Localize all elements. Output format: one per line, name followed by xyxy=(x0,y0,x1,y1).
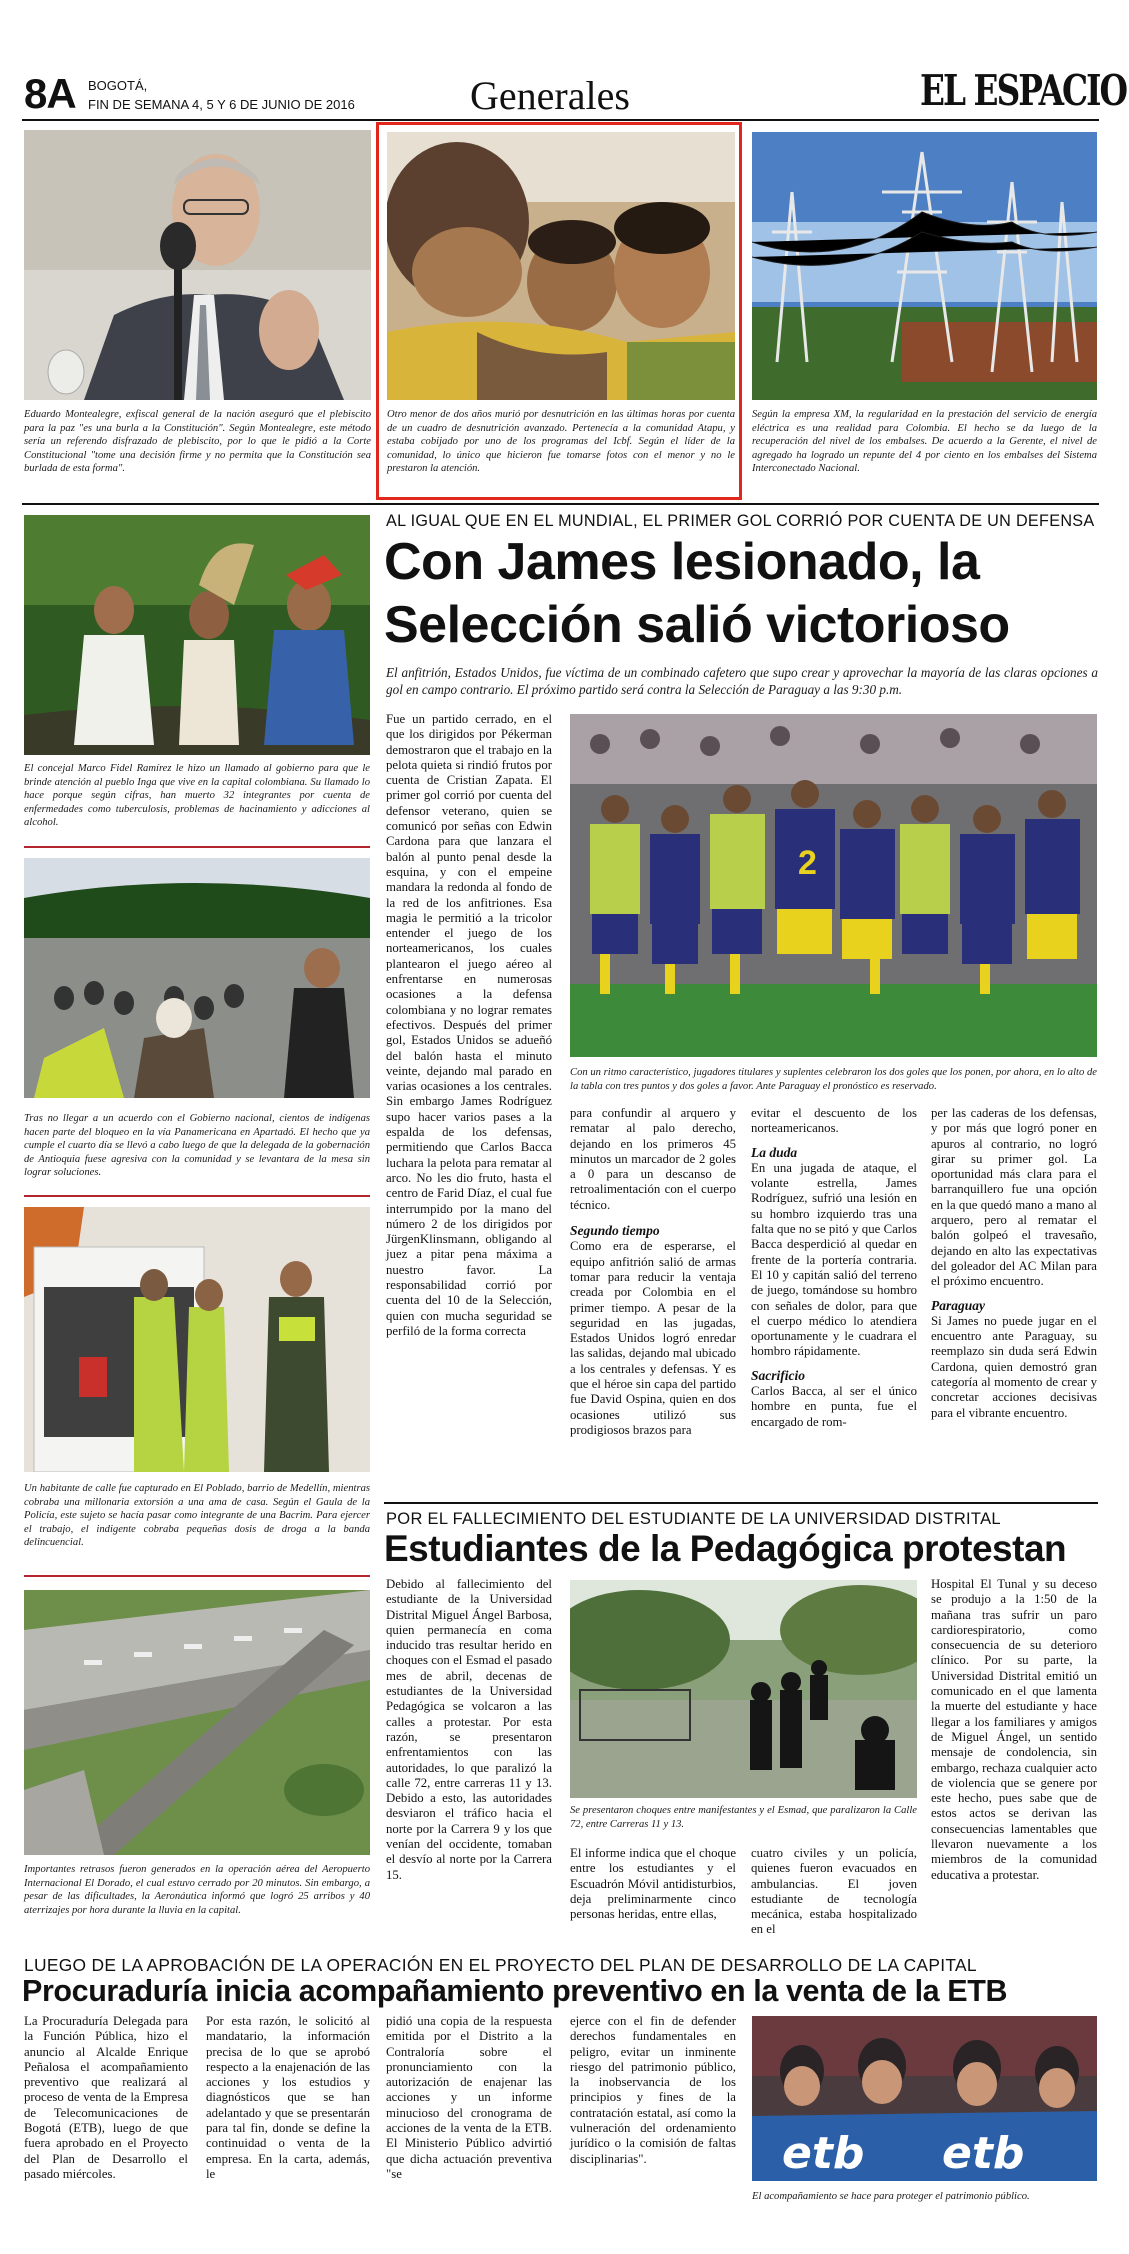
james-column-4 xyxy=(931,1106,1097,1421)
photo-montealegre xyxy=(24,130,371,400)
james-column-1: Fue un partido cerrado, en el que los dirigidos por Pékerman demostraron que el trabajo en la pelota quieta si rindió frutos por cuenta de Cristian Zapata. El primer gol corrió por cuenta del defensor veterano, quien se comunicó por señas con Edwin Cardona para que lanzara el balón al punto penal desde la esquina, y con el empeine mandara la redonda al fondo de la red de los anfitriones. Esa magia le permitió a la tricolor entender el juego de los norteamericanos, los cuales plantearon el juego aéreo al enfrentarse en numerosas ocasiones a la defensa colombiana y no lograr remates efectivos. Después del primer gol, Estados Unidos se adueñó del balón hasta el minuto veinte, dejando mal parado en varias ocasiones a los centrales. Sin embargo James Rodríguez supo hacer varios pases a la espalda de los defensas, permitiendo que Carlos Bacca luchara la pelota para rematar al arco. No les dio fruto, hasta el centro de Farid Díaz, el cual fue interrumpido por la mano del número 2 de los dirigidos por JürgenKlinsmann, obligando al juez a pitar pena máxima a nuestro favor. La responsabilidad corrió por cuenta del 10 de la Selección, quien con mucha seguridad se perfiló de la forma correcta xyxy=(386,712,552,1338)
photo-energia xyxy=(752,132,1097,400)
photo-protesta xyxy=(570,1580,917,1798)
caption-ninos: Otro menor de dos años murió por desnutrición en las últimas horas por cuenta de un cuadro de desnutrición avanzado. Pertenecía a la comunidad Atapu, y estaba cobijado por uno de los programas del Icbf. Según el líder de la comunidad, lo único que hicieron fue tomarse fotos con el menor y no le prestaron la atención. xyxy=(387,409,735,475)
caption-habitante: Un habitante de calle fue capturado en El Poblado, barrio de Medellín, mientras cobraba una millonaria extorsión a una ama de casa. Según el Gaula de la Policía, este sujeto se hacía pasar como integrante de una Bacrim. Para ejercer el trabajo, el indigente cobraba pequeñas dosis de droga a la banda delincuencial. xyxy=(24,1483,370,1549)
pedagogica-photo-caption: Se presentaron choques entre manifestantes y el Esmad, que paralizaron la Calle 72, entre Carreras 11 y 13. xyxy=(570,1805,917,1830)
pedagogica-column-3: cuatro civiles y un policía, quienes fueron evacuados en ambulancias. El joven estudiante de tecnología mecánica, estaba hospitalizado en el xyxy=(751,1846,917,1937)
sidebar-divider-3 xyxy=(24,1575,370,1577)
etb-column-2: Por esta razón, le solicitó al mandatario, la información precisa de lo que se aprobó respecto a la enajenación de las acciones y los estudios y diagnósticos que se han adelantado y que se presentarán para tal fin, donde se define la continuidad o venta de la empresa. En la carta, además, le xyxy=(206,2014,370,2181)
highlight-box xyxy=(376,122,742,500)
caption-concejal: El concejal Marco Fidel Ramírez le hizo un llamado al gobierno para que le brinde atención al pueblo Inga que vive en la capital colombiana. Su llamado lo hace porque según cifras, han muerto 32 integrantes por cuenta de enfermedades como tuberculosis, problemas de hacinamiento y adicciones al alcohol. xyxy=(24,763,370,829)
james-column-3-text-b: En una jugada de ataque, el volante estrella, James Rodríguez, sufrió una lesión en su hombro izquierdo tras una falta que no se pitó y que Carlos Bacca desperdició al quedar en frente de la portería contraria. El 10 y capitán salió del terreno de juego, tomándose su hombro con señales de dolor, para que el cuerpo médico lo atendiera oportunamente y le cuadrara el hombro rápidamente. xyxy=(751,1160,917,1359)
etb-kicker: LUEGO DE LA APROBACIÓN DE LA OPERACIÓN EN EL PROYECTO DEL PLAN DE DESARROLLO DE LA CAPITAL xyxy=(24,1955,977,1975)
subhead-segundo-tiempo: Segundo tiempo xyxy=(570,1223,660,1239)
james-kicker: AL IGUAL QUE EN EL MUNDIAL, EL PRIMER GOL CORRIÓ POR CUENTA DE UN DEFENSA xyxy=(386,512,1095,530)
james-column-3 xyxy=(751,1106,917,1430)
james-headline-line1: Con James lesionado, la xyxy=(384,533,980,591)
etb-photo-caption: El acompañamiento se hace para proteger el patrimonio público. xyxy=(752,2191,1030,2202)
caption-aeropuerto: Importantes retrasos fueron generados en la operación aérea del Aeropuerto Internacional El Dorado, el cual estuvo cerrado por 20 minutos. Sin embargo, a pesar de las dificultades, la Aeronáutica informó que logró 25 arribos y 40 aterrizajes por hora durante la lluvia en la capital. xyxy=(24,1864,370,1916)
caption-indigenas: Tras no llegar a un acuerdo con el Gobierno nacional, cientos de indígenas hacen parte del bloqueo en la vía Panamericana en Apartadó. El hecho que ya cumple el cuarto día se llevó a cabo luego de que la delegada de la gobernación de Antioquia fuese agresiva con la comunidad y se levantara de la mesa sin lograr soluciones. xyxy=(24,1113,370,1179)
pedagogica-column-2: El informe indica que el choque entre los estudiantes y el Escuadrón Móvil antidisturbios, deja preliminarmente cinco personas heridas, entre ellas, xyxy=(570,1846,736,1922)
etb-column-1: La Procuraduría Delegada para la Función Pública, hizo el anuncio al Alcalde Enrique Peñalosa el acompañamiento preventivo que realizará al proceso de venta de la Empresa de Telecomunicaciones de Bogotá (ETB), luego de que fuera aprobado en el Proyecto del Plan de Desarrollo el pasado miércoles. xyxy=(24,2014,188,2181)
etb-column-3: pidió una copia de la respuesta emitida por el Distrito a la Contraloría sobre el pronunciamiento con la autorización de enajenar las acciones y un informe minucioso del cronograma de acciones de la venta de la ETB. El Ministerio Público advirtió que dicha actuación preventiva "se xyxy=(386,2014,552,2181)
photo-aeropuerto xyxy=(24,1590,370,1855)
james-column-3-text-a: evitar el descuento de los norteamericanos. xyxy=(751,1106,917,1136)
caption-montealegre: Eduardo Montealegre, exfiscal general de la nación aseguró que el plebiscito para la paz "es una burla a la Constitución". Según Montealegre, este método sería un referendo disfrazado de plebiscito, por lo que le pidió a la Corte Constitucional "tome una decisión firme y no permita que la Constitución sea burlada de esta forma". xyxy=(24,409,371,475)
pedagogica-kicker: POR EL FALLECIMIENTO DEL ESTUDIANTE DE LA UNIVERSIDAD DISTRITAL xyxy=(386,1510,1001,1528)
masthead: EL ESPACIO xyxy=(920,66,1127,115)
etb-headline: Procuraduría inicia acompañamiento preventivo en la venta de la ETB xyxy=(22,1974,1008,2008)
james-column-2-text-a: para confundir al arquero y rematar al palo derecho, dejando en los primeros 45 minutos un marcador de 2 goles a 0 para un descanso de retroalimentación con el cuerpo técnico. xyxy=(570,1106,736,1212)
photo-habitante xyxy=(24,1207,370,1472)
james-photo-caption: Con un ritmo característico, jugadores titulares y suplentes celebraron los dos goles que los ponen, por ahora, en lo alto de la tabla con tres puntos y dos goles a favor. Ante Paraguay el pronóstico es reservado. xyxy=(570,1067,1097,1092)
photo-etb xyxy=(752,2016,1097,2181)
pedagogica-column-1: Debido al fallecimiento del estudiante de la Universidad Distrital Miguel Ángel Barbosa, quien permanecía en coma inducido tras resultar herido en choques con el Esmad el pasado mes de abril, decenas de estudiantes de la Universidad Pedagógica se volcaron a las calles a protestar. Por esta razón, se presentaron enfrentamientos con las autoridades, lo que paralizó la calle 72, entre carreras 11 y 13. Debido a esto, las autoridades desviaron el tráfico hacia el norte por la Carrera 9 y los que venían del occidente, tomaban el desvío al norte por la Carrera 15. xyxy=(386,1577,552,1882)
section-title: Generales xyxy=(470,73,630,118)
sidebar-divider-1 xyxy=(24,846,370,848)
james-column-4-text-b: Si James no puede jugar en el encuentro ante Paraguay, su reemplazo sin duda será Edwin Cardona, quien demostró gran categoría al momento de crear y concretar acciones decisivas para el vibrante encuentro. xyxy=(931,1313,1097,1420)
james-headline-line2: Selección salió victorioso xyxy=(384,596,1010,654)
james-deck: El anfitrión, Estados Unidos, fue víctima de un combinado cafetero que supo crear y aprovechar la mayoría de las claras opciones a gol en campo contrario. El próximo partido será contra la Selección de Paraguay a las 9:30 p.m. xyxy=(386,665,1098,697)
pedagogica-headline: Estudiantes de la Pedagógica protestan xyxy=(384,1528,1067,1569)
subhead-sacrificio: Sacrificio xyxy=(751,1367,805,1383)
james-bottom-rule xyxy=(384,1502,1098,1504)
james-column-3-text-c: Carlos Bacca, al ser el único hombre en punta, fue el encargado de rom- xyxy=(751,1384,917,1429)
photo-seleccion xyxy=(570,714,1097,1057)
top-row-rule xyxy=(22,503,1099,505)
etb-logo-right: etb xyxy=(942,2128,1025,2179)
james-column-2 xyxy=(570,1106,736,1438)
caption-energia: Según la empresa XM, la regularidad en la prestación del servicio de energía eléctrica es una realidad para Colombia. El hecho se da luego de la recuperación del nivel de los embalses. De acuerdo a la Gerente, el nivel de agregado ha logrado un repunte del 4 por ciento en los embalses del Sistema Interconectado Nacional. xyxy=(752,409,1097,475)
page-number: 8A xyxy=(24,70,76,117)
james-column-4-text-a: per las caderas de los defensas, y por más que logró poner en apuros al contrario, no logró girar su primer gol. La oportunidad más clara para el barranquillero fue una opción en la que quedó mano a mano al arquero, pero al rematar el balón golpeó el travesaño, dejando en alto las expectativas del goleador del AC Milan para el próximo encuentro. xyxy=(931,1106,1097,1289)
etb-column-4: ejerce con el fin de defender derechos fundamentales en peligro, evitar un inminente riesgo del patrimonio público, la inobservancia de los principios y fines de la contratación estatal, así como la vulneración del ordenamiento jurídico o la comisión de faltas disciplinarias". xyxy=(570,2014,736,2166)
subhead-la-duda: La duda xyxy=(751,1144,798,1160)
photo-indigenas xyxy=(24,858,370,1098)
subhead-paraguay: Paraguay xyxy=(931,1297,985,1313)
jersey-number: 2 xyxy=(798,844,817,882)
james-column-2-text-b: Como era de esperarse, el equipo anfitrión salió de armas tomar para reducir la ventaja creada por Colombia en el primer tiempo. A pesar de la seguridad en las jugadas, Estados Unidos logró enredar las salidas, dejando mal ubicado a los centrales y defensas. Y es que el héroe sin capa del partido fue David Ospina, quien en dos ocasiones utilizó sus prodigiosos brazos para xyxy=(570,1239,736,1437)
header-city: BOGOTÁ, xyxy=(88,78,148,93)
sidebar-divider-2 xyxy=(24,1195,370,1197)
etb-logo-left: etb xyxy=(782,2128,865,2179)
photo-concejal xyxy=(24,515,370,755)
header-rule xyxy=(22,119,1099,121)
pedagogica-column-4: Hospital El Tunal y su deceso se produjo a la 1:50 de la mañana tras sufrir un paro cardiorespiratorio, como consecuencia de su deterioro clínico. Por su parte, la Universidad Distrital emitió un comunicado en el que lamenta la muerte del estudiante y hace llegar a los familiares y amigos de Miguel Ángel, un sentido mensaje de condolencia, sin embargo, rechaza cualquier acto de violencia que se genere por este hecho, pues sabe que de estos actos se derivan las consecuencias lamentables que llevaron nuevamente a los miembros de la comunidad educativa a protestar. xyxy=(931,1577,1097,1882)
header-date: FIN DE SEMANA 4, 5 Y 6 DE JUNIO DE 2016 xyxy=(88,97,355,112)
